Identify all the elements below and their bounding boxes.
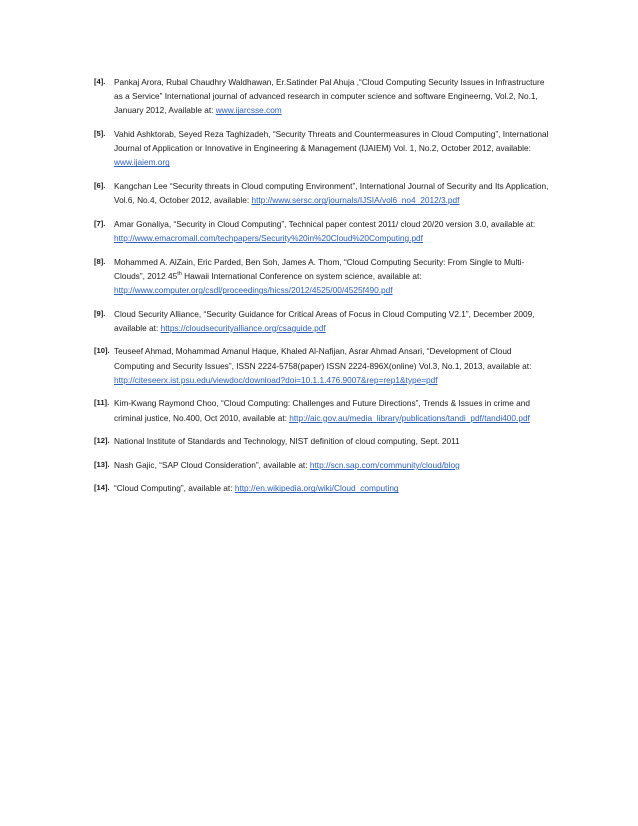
reference-link[interactable]: http://en.wikipedia.org/wiki/Cloud_computing <box>234 483 399 494</box>
reference-text: Amar Gonaliya, “Security in Cloud Computing”, Technical paper contest 2011/ cloud 20/20 version 3.0, available at: <box>114 218 536 229</box>
reference-text: Teuseef Ahmad, Mohammad Amanul Haque, Khaled Al-Nafijan, Asrar Ahmad Ansari, “Development of Cloud Computing and Security Issues”, ISSN 2224-5758(paper) ISSN 2224-896X(online) Vol.3, No.1, 2013, available at: <box>114 346 532 371</box>
reference-item-4 <box>95 75 550 118</box>
reference-item-8 <box>95 255 550 298</box>
reference-link[interactable]: www.ijarcsse.com <box>215 105 282 116</box>
reference-item-14 <box>95 481 550 495</box>
reference-link[interactable]: http://scn.sap.com/community/cloud/blog <box>309 459 460 470</box>
reference-number: [11]. <box>94 398 110 408</box>
reference-link[interactable]: http://www.computer.org/csdl/proceedings/hicss/2012/4525/00/4525f490.pdf <box>114 285 393 295</box>
reference-text: Nash Gajic, “SAP Cloud Consideration”, available at: <box>114 459 310 470</box>
reference-number: [8]. <box>94 256 106 266</box>
reference-link[interactable]: http://www.sersc.org/journals/IJSIA/vol6_no4_2012/3.pdf <box>251 195 460 206</box>
reference-list <box>95 75 550 505</box>
reference-item-12 <box>95 434 550 448</box>
reference-link[interactable]: http://citeseerx.ist.psu.edu/viewdoc/download?doi=10.1.1.476.9007&rep=rep1&type=pdf <box>114 374 438 385</box>
reference-link[interactable]: http://www.emacromall.com/techpapers/Security%20in%20Cloud%20Computing.pdf <box>114 233 423 243</box>
ordinal-superscript: th <box>177 271 182 278</box>
reference-link[interactable]: https://cloudsecurityalliance.org/csaguide.pdf <box>160 322 326 333</box>
reference-item-13 <box>95 458 550 472</box>
reference-text: Vahid Ashktorab, Seyed Reza Taghizadeh, “Security Threats and Countermeasures in Cloud Computing”, International Journal of Application or Innovative in Engineering & Management (IJAIEM) Vol. 1, No.2, October 2012, available: <box>114 129 549 154</box>
reference-text: Cloud Security Alliance, “Security Guidance for Critical Areas of Focus in Cloud Computing V2.1”, December 2009, available at: <box>114 308 535 333</box>
reference-number: [9]. <box>94 308 106 318</box>
reference-text: National Institute of Standards and Technology, NIST definition of cloud computing, Sept. 2011 <box>114 436 460 447</box>
reference-text-start: Mohammed A. AlZain, Eric Parded, Ben Soh, James A. Thom, “Cloud Computing Security: From Single to Multi-Clouds”, 2012 45 <box>114 256 525 281</box>
reference-text: “Cloud Computing”, available at: <box>114 483 235 494</box>
reference-item-9 <box>95 307 550 335</box>
reference-number: [5]. <box>94 129 106 138</box>
reference-number: [7]. <box>94 218 106 228</box>
reference-item-11 <box>95 396 550 424</box>
reference-number: [13]. <box>94 459 110 469</box>
reference-item-5 <box>95 127 550 170</box>
reference-number: [10]. <box>94 346 110 356</box>
reference-text: Kangchan Lee “Security threats in Cloud computing Environment”, International Journal of Security and Its Application, Vol.6, No.4, October 2012, available: <box>114 181 549 206</box>
reference-link[interactable]: www.ijaiem.org <box>114 157 170 168</box>
reference-text: Hawaii International Conference on system science, available at: <box>181 270 422 281</box>
reference-text: Kim-Kwang Raymond Choo, “Cloud Computing: Challenges and Future Directions”, Trends & Issues in crime and criminal justice, No.400, Oct 2010, available at: <box>114 398 530 423</box>
reference-number: [14]. <box>94 483 110 493</box>
reference-item-7 <box>95 217 550 245</box>
reference-text: Pankaj Arora, Rubal Chaudhry Waldhawan, Er.Satinder Pal Ahuja ,“Cloud Computing Security Issues in Infrastructure as a Service” International journal of advanced research in computer science and software Engineerng, Vol.2, No.1, January 2012, Available at: <box>114 77 545 116</box>
reference-item-6 <box>95 179 550 207</box>
reference-link[interactable]: http://aic.gov.au/media_library/publications/tandi_pdf/tandi400.pdf <box>289 412 530 423</box>
reference-item-10 <box>95 344 550 387</box>
reference-number: [12]. <box>94 436 110 446</box>
reference-number: [4]. <box>94 77 106 86</box>
reference-number: [6]. <box>94 181 106 190</box>
